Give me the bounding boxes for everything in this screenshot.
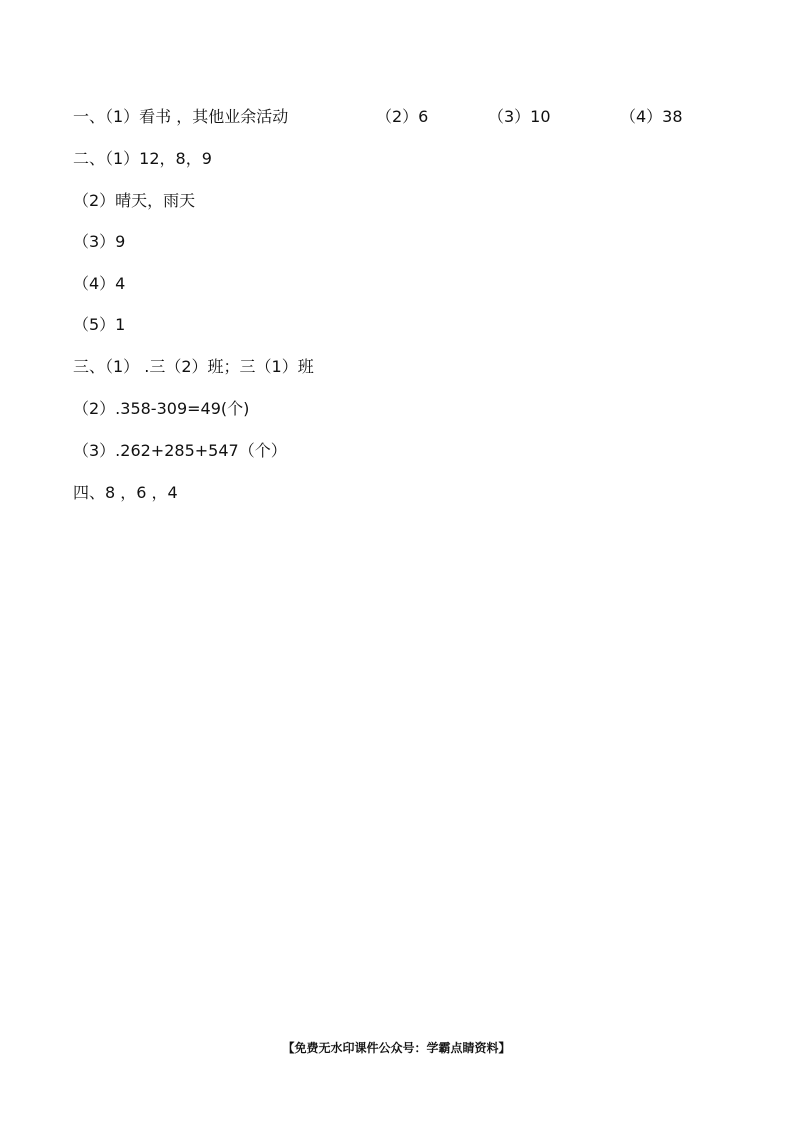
answer-2-5: （5）1 bbox=[73, 315, 126, 334]
answer-3-2: （2）.358-309=49(个) bbox=[73, 399, 250, 418]
answer-2-4: （4）4 bbox=[73, 274, 126, 293]
answer-3-1: 三、（1） .三（2）班；三（1）班 bbox=[73, 357, 314, 376]
answer-1-3: （3）10 bbox=[488, 107, 551, 126]
answer-1-2: （2）6 bbox=[376, 107, 429, 126]
answer-2-1: 二、（1）12，8，9 bbox=[73, 149, 212, 168]
answer-3-3: （3）.262+285+547（个） bbox=[73, 441, 287, 460]
answer-2-2: （2）晴天，雨天 bbox=[73, 191, 196, 210]
answer-1-4: （4）38 bbox=[620, 107, 683, 126]
answer-1-1: 一、（1）看书 ，其他业余活动 bbox=[73, 107, 289, 126]
footer-watermark-text: 【免费无水印课件公众号：学霸点睛资料】 bbox=[282, 1041, 511, 1055]
answer-2-3: （3）9 bbox=[73, 232, 126, 251]
answer-4-1: 四、8 ，6 ，4 bbox=[73, 483, 178, 502]
